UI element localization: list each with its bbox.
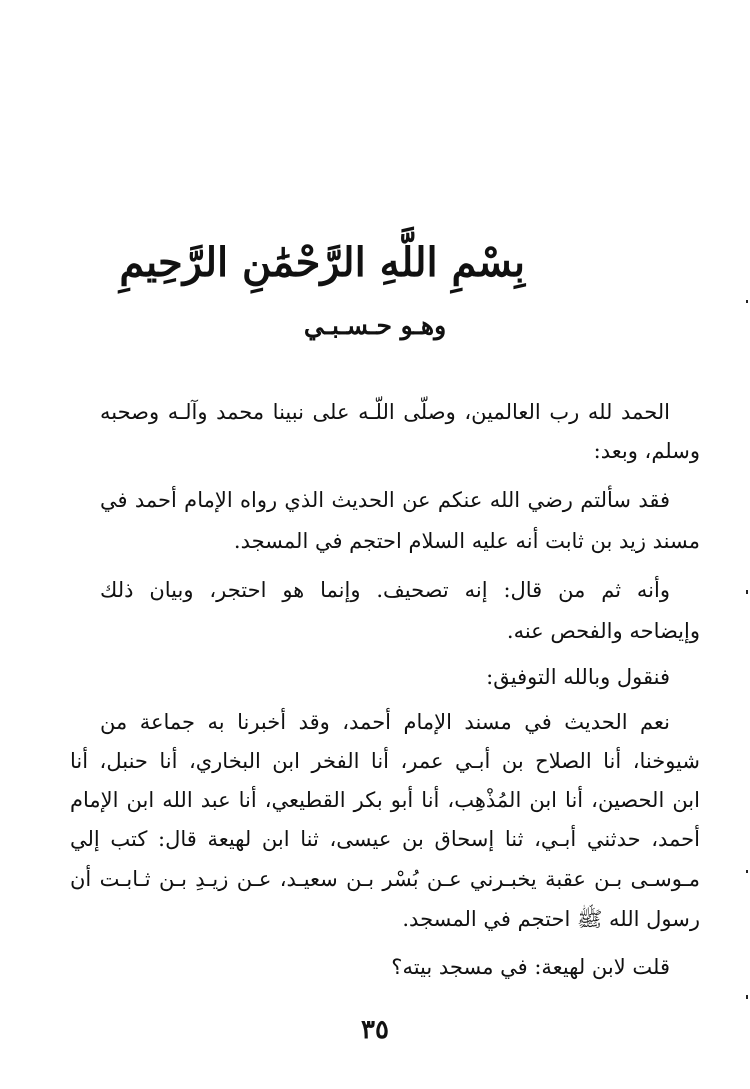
p6-line-1: قلت لابن لهيعة: في مسجد بيته؟ [391, 955, 670, 979]
p2-line-1: فقد سألتم رضي الله عنكم عن الحديث الذي رواه الإمام أحمد في [100, 488, 670, 512]
scan-edge-mark [746, 870, 748, 873]
p5-line-1: نعم الحديث في مسند الإمام أحمد، وقد أخبرنا به جماعة من [100, 710, 670, 734]
p5-line-5: مـوسـى بـن عقبة يخبـرني عـن بُسْر بـن سعيـد، عـن زيـدِ بـن ثـابـت أن [70, 867, 700, 891]
p4-line-1: فنقول وبالله التوفيق: [486, 665, 670, 689]
p5-line-4: أحمد، حدثني أبـي، ثنا إسحاق بن عيسى، ثنا ابن لهيعة قال: كتب إلي [70, 827, 700, 851]
p3-line-2: وإيضاحه والفحص عنه. [506, 619, 700, 643]
scan-edge-mark [746, 995, 748, 999]
p3-line-1: وأنه ثم من قال: إنه تصحيف. وإنما هو احتجر، وبيان ذلك [100, 578, 670, 602]
basmala-calligraphy: بِسْمِ اللَّهِ الرَّحْمَٰنِ الرَّحِيمِ [119, 239, 525, 286]
p5-line-3: ابن الحصين، أنا ابن المُذْهِب، أنا أبو بكر القطيعي، أنا عبد الله ابن الإمام [70, 788, 700, 812]
p5-line-6: رسول الله ﷺ احتجم في المسجد. [402, 907, 700, 931]
subtitle: وهـو حـسـبـي [303, 311, 447, 340]
p5-line-2: شيوخنا، أنا الصلاح بن أبـي عمر، أنا الفخر ابن البخاري، أنا حنبل، أنا [70, 749, 700, 773]
p1-line-1: الحمد لله رب العالمين، وصلّى اللّـه على نبينا محمد وآلـه وصحبه [100, 400, 670, 424]
p1-line-2: وسلم، وبعد: [593, 439, 700, 463]
page-number: ٣٥ [361, 1015, 389, 1045]
scan-edge-mark [746, 590, 748, 594]
p2-line-2: مسند زيد بن ثابت أنه عليه السلام احتجم في المسجد. [233, 529, 700, 553]
scan-edge-mark [746, 300, 748, 303]
